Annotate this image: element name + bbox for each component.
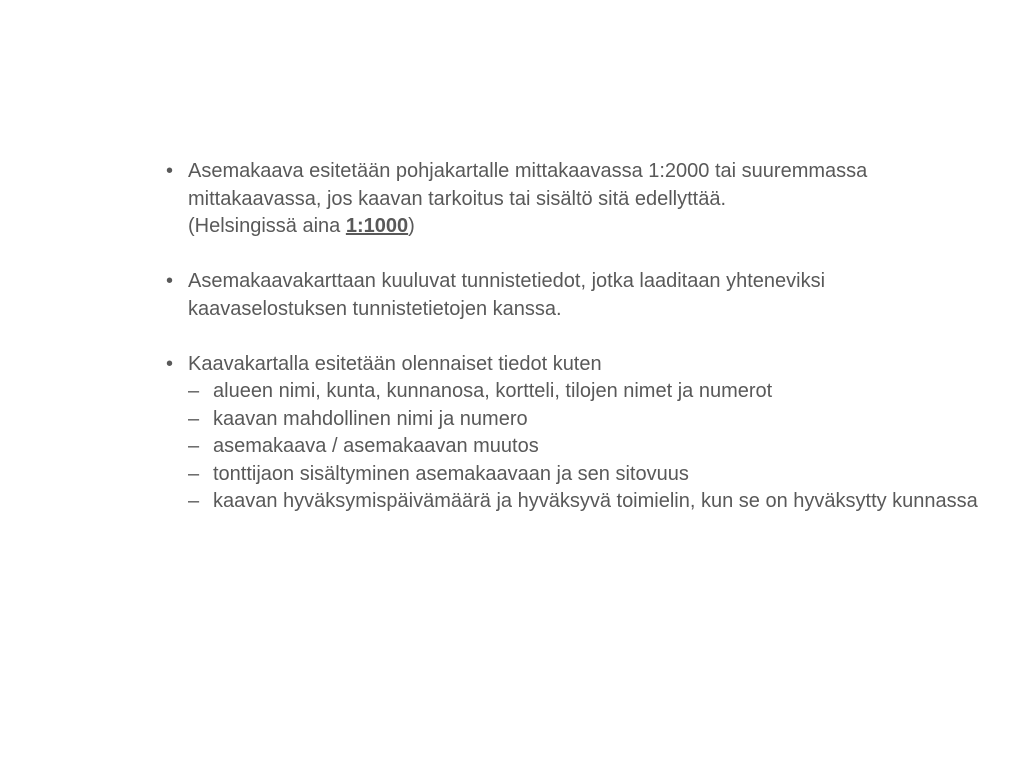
sub-item-text: kaavan mahdollinen nimi ja numero: [213, 407, 528, 430]
bullet-marker: •: [166, 352, 174, 375]
note-suffix: ): [408, 215, 415, 237]
sub-item-text: tonttijaon sisältyminen asemakaavaan ja sen sitovuus: [213, 462, 689, 485]
bullet-scale-line2: mittakaavassa, jos kaavan tarkoitus tai sisältö sitä edellyttää.: [188, 187, 727, 210]
sub-item: [188, 461, 1006, 489]
bullet-identifiers: [166, 268, 1006, 323]
sub-item-text: kaavan hyväksymispäivämäärä ja hyväksyvä toimielin, kun se on hyväksytty kunnassa: [213, 490, 978, 512]
dash-marker: –: [188, 490, 200, 512]
note-prefix: (Helsingissä aina: [188, 215, 346, 237]
bullet-marker: •: [166, 270, 174, 292]
sub-item: [188, 378, 1006, 406]
sub-item: [188, 488, 1006, 516]
sub-item-text: asemakaava / asemakaavan muutos: [213, 435, 539, 457]
sub-item-text: alueen nimi, kunta, kunnanosa, kortteli, tilojen nimet ja numerot: [213, 380, 773, 402]
bullet-map-contents-intro: Kaavakartalla esitetään olennaiset tiedot kuten: [188, 352, 602, 375]
dash-marker: –: [188, 462, 200, 485]
bullet-map-contents: [166, 351, 1006, 516]
slide-content: [166, 158, 1006, 516]
dash-marker: –: [188, 435, 200, 457]
dash-marker: –: [188, 407, 200, 430]
bullet-scale-line1: Asemakaava esitetään pohjakartalle mittakaavassa 1:2000 tai suuremmassa: [188, 160, 868, 182]
bullet-identifiers-line2: kaavaselostuksen tunnistetietojen kanssa.: [188, 297, 562, 320]
note-scale-emphasis: 1:1000: [345, 215, 409, 237]
bullet-scale-note: [188, 213, 1006, 241]
bullet-scale: [166, 158, 1006, 241]
sub-item: [188, 433, 1006, 461]
dash-marker: –: [188, 380, 200, 402]
bullet-marker: •: [166, 160, 174, 182]
sub-list: [188, 378, 1006, 516]
bullet-identifiers-line1: Asemakaavakarttaan kuuluvat tunnistetiedot, jotka laaditaan yhteneviksi: [188, 270, 826, 292]
sub-item: [188, 406, 1006, 434]
